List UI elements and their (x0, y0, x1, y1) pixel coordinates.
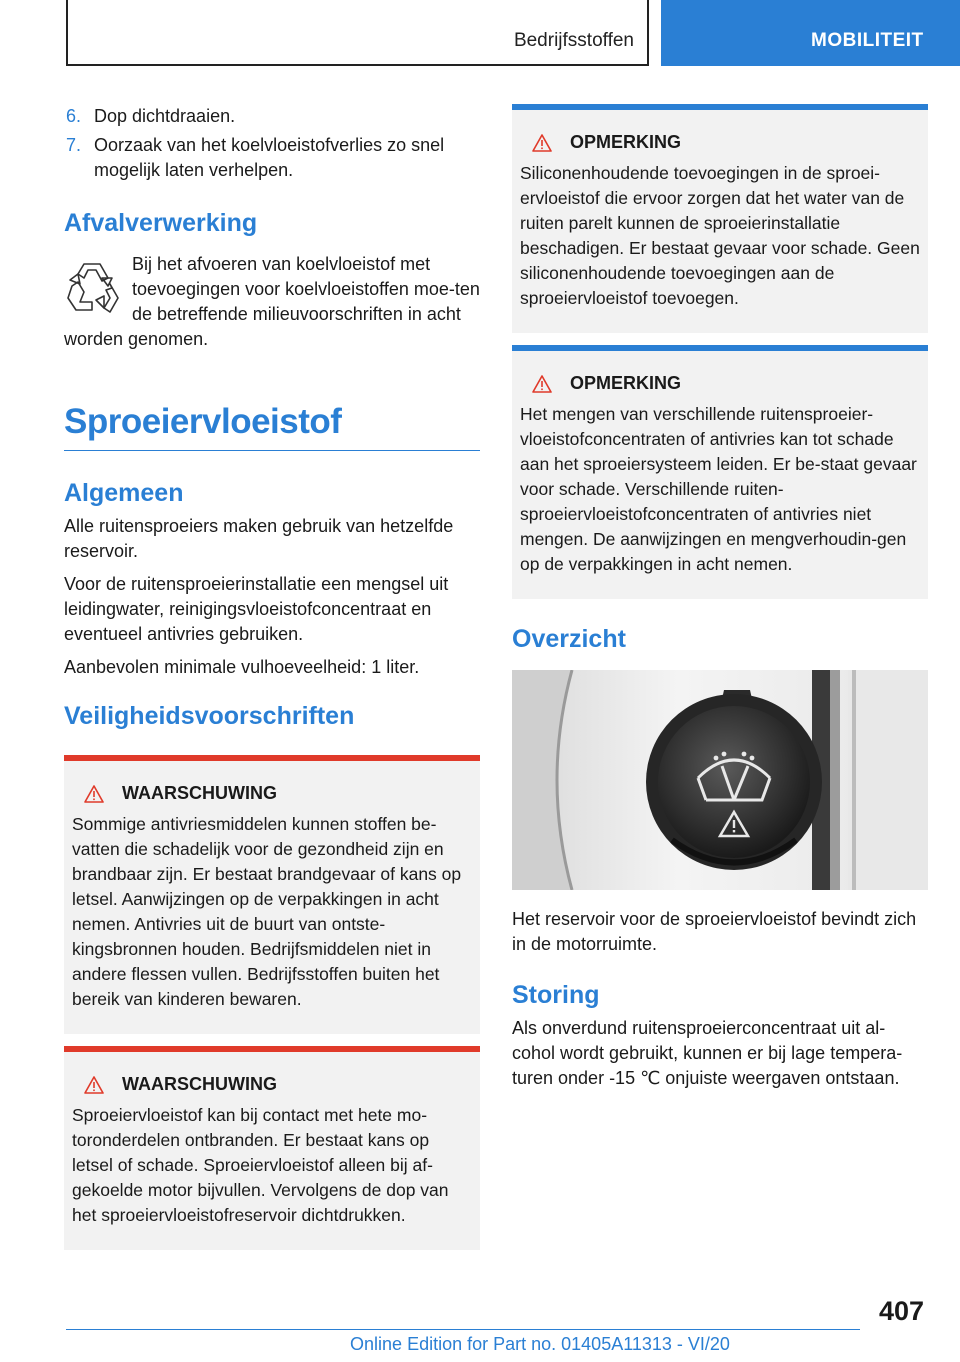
warning-heading-label: WAARSCHUWING (122, 1074, 277, 1094)
page-number: 407 (878, 1296, 924, 1326)
header-section-title: Bedrijfsstoffen (513, 30, 634, 51)
algemeen-paragraph-3: Aanbevolen minimale vulhoeveelheid: 1 liter. (64, 657, 420, 677)
footer-rule (66, 1329, 860, 1330)
note-box-1 (512, 104, 928, 333)
washer-reservoir-photo (512, 670, 928, 890)
warning-text: Sproeiervloeistof kan bij contact met hete mo-toronderdelen ontbranden. Er bestaat kans op letsel of schade. Sproeiervloeistof alleen bij af-gekoelde motor bijvullen. Vervolgens de dop van het sproeiervloeistofreservoir dichtdrukken. (72, 1105, 449, 1225)
warning-text: Sommige antivriesmiddelen kunnen stoffen be-vatten die schadelijk voor de gezondheid zijn en brandbaar zijn. Er bestaat brandgevaar of kans op letsel. Aanwijzingen op de verpakkingen in acht nemen. Antivries uit de buurt van ontste-kingsbronnen houden. Bedrijfsmiddelen niet in andere flessen vullen. Bedrijfsstoffen buiten het bereik van kinderen bewaren. (72, 814, 462, 1009)
storing-text: Als onverdund ruitensproeierconcentraat uit al-cohol wordt gebruikt, kunnen er bij lage tempera-turen onder -15 ℃ onjuiste weergaven ontstaan. (512, 1018, 903, 1088)
section-title-overzicht: Overzicht (512, 625, 626, 653)
step-number: 6. (66, 106, 82, 126)
note-heading-label: OPMERKING (570, 373, 682, 393)
note-heading-label: OPMERKING (570, 132, 682, 152)
note-heading (520, 132, 920, 153)
warning-heading (72, 1074, 472, 1095)
list-item (64, 133, 480, 183)
warning-triangle-icon (532, 375, 552, 393)
note-box-2 (512, 345, 928, 599)
header-chapter-tab[interactable] (661, 0, 960, 66)
header-rule (66, 64, 649, 66)
note-text: Siliconenhoudende toevoegingen in de sproei-ervloeistof die ervoor zorgen dat het water van de ruiten parelt kunnen de sproeierinstallatie beschadigen. Er bestaat gevaar voor schade. Geen siliconenhoudende toevoegingen aan de sproeiervloeistof toevoegen. (520, 163, 920, 308)
note-heading (520, 373, 920, 394)
step-text: Dop dichtdraaien. (94, 106, 236, 126)
algemeen-paragraph-2: Voor de ruitensproeierinstallatie een mengsel uit leidingwater, reinigingsvloeistofconcentraat en eventueel antivries gebruiken. (64, 574, 449, 644)
step-number: 7. (66, 135, 82, 155)
step-text: Oorzaak van het koelvloeistofverlies zo snel mogelijk laten verhelpen. (94, 135, 445, 180)
algemeen-paragraph-1: Alle ruitensproeiers maken gebruik van hetzelfde reservoir. (64, 516, 454, 561)
section-title-afvalverwerking: Afvalverwerking (64, 209, 258, 237)
overzicht-text: Het reservoir voor de sproeiervloeistof bevindt zich in de motorruimte. (512, 909, 917, 954)
right-column (512, 104, 928, 1091)
warning-box-2 (64, 1046, 480, 1250)
warning-triangle-icon (84, 785, 104, 803)
list-item (64, 104, 480, 129)
section-title-algemeen: Algemeen (64, 479, 184, 507)
afval-text: Bij het afvoeren van koelvloeistof met toevoegingen voor koelvloeistoffen moe-ten de betreffende milieuvoorschriften in acht worden genomen. (64, 254, 480, 349)
recycle-icon (64, 256, 120, 316)
warning-triangle-icon (84, 1076, 104, 1094)
section-title-storing: Storing (512, 981, 600, 1009)
warning-heading (72, 783, 472, 804)
warning-heading-label: WAARSCHUWING (122, 783, 277, 803)
header-chapter-label: MOBILITEIT (811, 30, 924, 51)
warning-triangle-icon (532, 134, 552, 152)
afval-block (64, 252, 480, 352)
header-frame-right (647, 0, 649, 66)
footer-edition: Online Edition for Part no. 01405A11313 - VI/20 (350, 1334, 730, 1354)
note-text: Het mengen van verschillende ruitensproeier-vloeistofconcentraten of antivries kan tot schade aan het sproeiersysteem leiden. Er be-staat gevaar voor schade. Verschillende ruiten-sproeiervloeistofconcentraten of antivries niet mengen. De aanwijzingen en mengverhoudin-gen op de verpakkingen in acht nemen. (520, 404, 917, 574)
section-title-veiligheid: Veiligheidsvoorschriften (64, 702, 355, 730)
left-column (64, 104, 480, 1250)
chapter-title: Sproeiervloeistof (64, 402, 480, 451)
header-frame-left (66, 0, 68, 66)
step-list (64, 104, 480, 183)
warning-box-1 (64, 755, 480, 1034)
